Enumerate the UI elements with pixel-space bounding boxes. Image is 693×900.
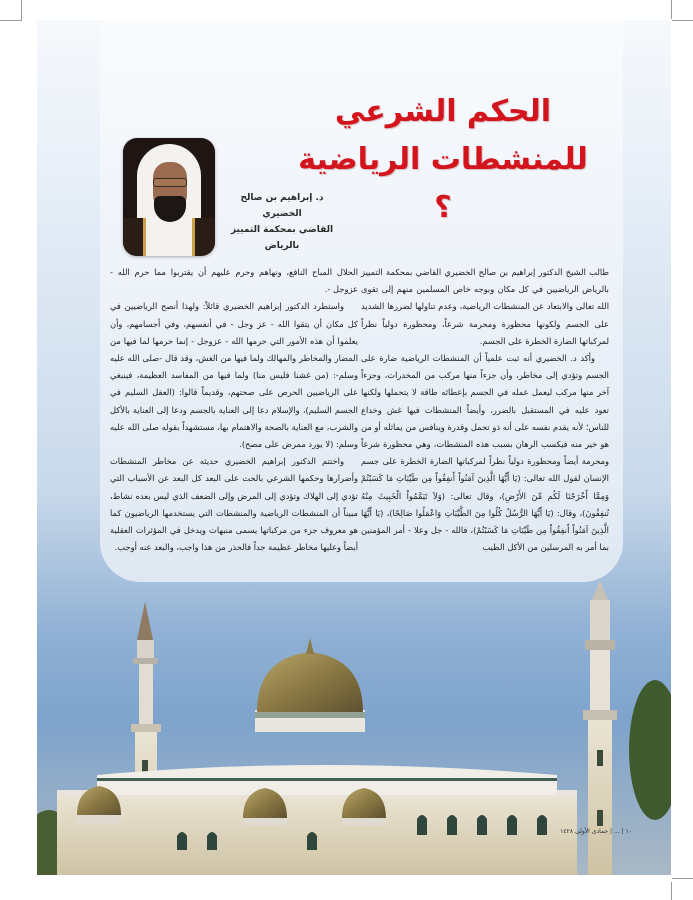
page-number: ١٠ bbox=[625, 828, 632, 835]
page-footer bbox=[382, 828, 632, 835]
article-column-right bbox=[361, 264, 609, 556]
footer-text: | ... | جمادى الأولى ١٤٢٨ bbox=[560, 828, 624, 835]
magazine-page bbox=[37, 20, 671, 875]
portrait-glasses bbox=[153, 178, 187, 187]
portrait-cloak-right bbox=[192, 218, 215, 256]
portrait-cloak-left bbox=[123, 218, 146, 256]
crop-mark-top-left-h bbox=[0, 20, 21, 21]
tree bbox=[629, 680, 671, 820]
article-column-left bbox=[110, 264, 358, 556]
crop-mark-top-right-v bbox=[671, 0, 672, 19]
paragraph: الحلال المباح النافع، ونهاهم وحرم عليهم أن يقتربوا مما حرم الله - عزوجل -. bbox=[110, 267, 358, 295]
title-line-1: الحكم الشرعي bbox=[334, 94, 552, 129]
paragraph: واستطرد الدكتور إبراهيم الخضيري قائلاً: ولهذا أنصح الرياضيين في كل مكان أن يتقوا الله - عز وجل - في أنفسهم، وفي أجسامهم، وأن يعلموا أن هذه الأمور التي حرمها الله - عزوجل - إنما حرمها لما فيها من المضار والمخاطر والمهالك ولما فيها من الغش، وقد قال -صلى الله عليه وسلم-: (من غشنا فليس منا) ولما فيها من المفاسد العظيمة، فينبغي على الرياضيين الحرص على صحتهم، وقديماً قالوا: (العقل السليم في الجسم السليم)، والإسلام دعا إلى العناية بالجسم ودعا إلى العناية بالأكل والشرب، مع العناية بالصحة والاهتمام بها، مستشهداً بقوله صلى الله عليه وسلم: (لا يورد ممرض على مصح). bbox=[110, 301, 358, 450]
author-name: د. إبراهيم بن صالح الخضيري bbox=[240, 193, 324, 219]
crop-mark-bottom-right-v bbox=[671, 882, 672, 900]
paragraph: واختتم الدكتور إبراهيم الخضيري حديثه عن مخاطر المنشطات وأضرارها وحكمها الشرعي بالحث على البعد كل البعد عن الأسباب التي تؤدي إلى الهلاك وتؤدي إلى المرض وإلى الضعف الذي ليس بعده نشاط، مبيناً أن المنشطات الرياضية والمنشطات التي يستخدمها الرياضيون كما هو معروف جزء من مركباتها يسمى منبهات ويدخل في المؤثرات العقلية أيضاً وعليها مخاطر عظيمة جداً فالحذر من هذا واجب، والبعد عنه أوجب. bbox=[110, 456, 358, 553]
crop-mark-top-right-h bbox=[672, 20, 693, 21]
title-line-2: للمنشطات الرياضية ؟ bbox=[298, 142, 588, 225]
crop-mark-top-left-v bbox=[21, 0, 22, 21]
author-portrait bbox=[123, 138, 215, 256]
author-role: القاضي بمحكمة التمييز بالرياض bbox=[230, 225, 334, 251]
paragraph: وأكد د. الخضيري أنه ثبت علمياً أن المنشطات الرياضية ضارة على الجسم وتؤدي إلى مخاطر، وأن جزءاً منها مركب من المخدرات، وجزءاً آخر منها مركب ليعمل عمله في الجسم بإعطائه طاقة لا يتحملها ولكنها تعود عليه في المستقبل بالضرر، وأيضاً المنشطات فيها غش وخداع للناس؛ لأنه يقدم نفسه على أنه ذو تحمل وقدرة وينافس من يماثله أو من هو خير منه فيكسب الرهان بسبب هذه المنشطات، وهي محظورة شرعاً ومحرمة أيضاً ومحظورة دولياً نظراً لمركباتها الضارة الخطرة على جسم الإنسان لقول الله تعالى: (يَا أَيُّهَا الَّذِينَ آمَنُواْ أَنفِقُواْ مِن طَيِّبَاتِ مَا كَسَبْتُمْ وَمِمَّا أَخْرَجْنَا لَكُم مِّنَ الأَرْضِ)، وقال تعالى: (وَلاَ تَيَمَّمُواْ الْخَبِيثَ مِنْهُ تُنفِقُونَ)، وقال: (يَا أَيُّهَا الرُّسُلُ كُلُوا مِنَ الطَّيِّبَاتِ وَاعْمَلُوا صَالِحًا)، (يَا أَيُّهَا الَّذِينَ آمَنُواْ أَنفِقُواْ مِن طَيِّبَاتِ مَا كَسَبْتُمْ)، فالله - جل وعلا - أمر المؤمنين بما أمر به المرسلين من الأكل الطيب bbox=[361, 353, 609, 553]
crop-mark-bottom-right-h bbox=[672, 878, 693, 879]
author-byline bbox=[223, 190, 341, 254]
paragraph: طالب الشيخ الدكتور إبراهيم بن صالح الخضيري القاضي بمحكمة التمييز بالرياض الرياضيين في كل مكان وبوجه خاص المسلمين منهم إلى تقوى الله تعالى والابتعاد عن المنشطات الرياضية، وعدم تناولها لضررها الشديد على الجسم ولكونها محظورة ومحرمة شرعاً، ومحظورة دولياً نظراً لمركباتها الضارة الخطرة على الجسم. bbox=[361, 267, 609, 346]
